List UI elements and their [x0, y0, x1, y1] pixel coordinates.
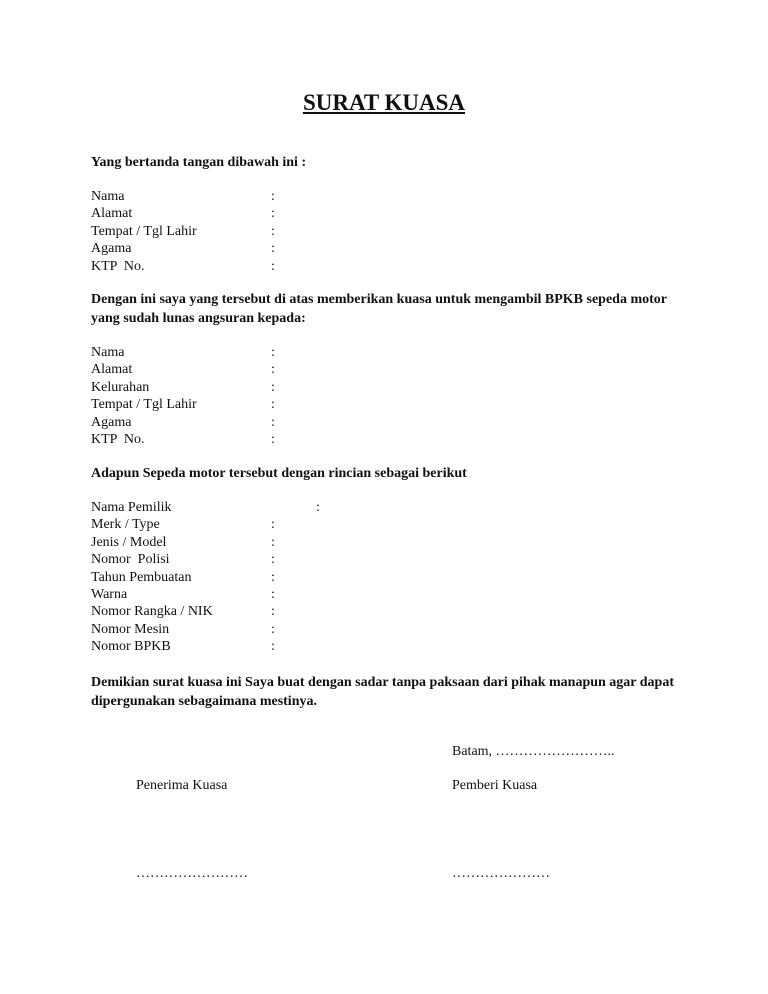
- field-row: [91, 361, 275, 378]
- field-colon: :: [271, 586, 275, 602]
- field-colon: :: [271, 534, 275, 550]
- field-label: Kelurahan: [91, 379, 150, 395]
- field-row: [91, 499, 320, 516]
- field-colon: :: [271, 362, 275, 378]
- vehicle-fields: [91, 499, 320, 656]
- field-label: KTP No.: [91, 258, 145, 274]
- grantee-fields: [91, 344, 275, 448]
- field-row: [91, 551, 275, 568]
- field-row: [91, 240, 275, 257]
- field-row: [91, 188, 275, 205]
- giver-signature-line: …………………: [452, 866, 550, 881]
- field-row: [91, 516, 275, 533]
- field-colon: :: [271, 206, 275, 222]
- field-label: Tahun Pembuatan: [91, 569, 192, 585]
- field-colon: :: [271, 552, 275, 568]
- field-label: Agama: [91, 241, 132, 257]
- field-label: Nomor BPKB: [91, 639, 171, 655]
- field-colon: :: [271, 621, 275, 637]
- giver-label: Pemberi Kuasa: [452, 778, 538, 793]
- field-label: Nomor Polisi: [91, 552, 170, 568]
- field-row: [91, 344, 275, 361]
- field-label: Nama: [91, 189, 125, 204]
- field-label: Nama: [91, 345, 125, 360]
- field-colon: :: [271, 189, 275, 204]
- receiver-signature-line: ……………………: [136, 866, 248, 881]
- field-colon: :: [271, 414, 275, 430]
- field-row: [91, 586, 275, 603]
- field-row: [91, 414, 275, 431]
- receiver-label: Penerima Kuasa: [136, 778, 228, 793]
- intro-text: Yang bertanda tangan dibawah ini :: [91, 155, 307, 170]
- authorization-paragraph: Dengan ini saya yang tersebut di atas memberikan kuasa untuk mengambil BPKB sepeda motor yang sudah lunas angsuran kepada:: [91, 292, 667, 326]
- field-colon: :: [316, 500, 320, 515]
- field-label: Merk / Type: [91, 517, 160, 533]
- field-label: Tempat / Tgl Lahir: [91, 223, 197, 239]
- field-row: [91, 638, 275, 655]
- field-colon: :: [271, 258, 275, 274]
- field-row: [91, 379, 275, 396]
- field-label: Jenis / Model: [91, 534, 167, 550]
- document-title: SURAT KUASA: [302, 90, 466, 115]
- field-row: [91, 621, 275, 638]
- field-row: [91, 569, 275, 586]
- field-colon: :: [271, 397, 275, 413]
- vehicle-intro: Adapun Sepeda motor tersebut dengan rincian sebagai berikut: [91, 466, 467, 481]
- field-row: [91, 534, 275, 551]
- closing-paragraph: Demikian surat kuasa ini Saya buat dengan sadar tanpa paksaan dari pihak manapun agar dapat dipergunakan sebagaimana mestinya.: [91, 675, 675, 709]
- field-colon: :: [271, 604, 275, 620]
- field-label: Warna: [91, 586, 128, 602]
- field-row: [91, 396, 275, 413]
- field-row: [91, 431, 275, 448]
- grantor-fields: [91, 188, 275, 275]
- field-row: [91, 258, 275, 275]
- field-colon: :: [271, 517, 275, 533]
- field-colon: :: [271, 379, 275, 395]
- field-row: [91, 603, 275, 620]
- place-date: Batam, ……………………..: [452, 744, 615, 759]
- field-colon: :: [271, 569, 275, 585]
- field-row: [91, 223, 275, 240]
- field-label: Tempat / Tgl Lahir: [91, 397, 197, 413]
- field-colon: :: [271, 431, 275, 447]
- field-label: Nomor Mesin: [91, 621, 170, 637]
- field-label: Nama Pemilik: [91, 500, 172, 515]
- field-label: KTP No.: [91, 431, 145, 447]
- field-label: Alamat: [91, 362, 133, 378]
- field-colon: :: [271, 345, 275, 360]
- field-row: [91, 205, 275, 222]
- field-label: Alamat: [91, 206, 133, 222]
- field-colon: :: [271, 223, 275, 239]
- field-label: Agama: [91, 414, 132, 430]
- field-label: Nomor Rangka / NIK: [91, 604, 213, 620]
- field-colon: :: [271, 241, 275, 257]
- field-colon: :: [271, 639, 275, 655]
